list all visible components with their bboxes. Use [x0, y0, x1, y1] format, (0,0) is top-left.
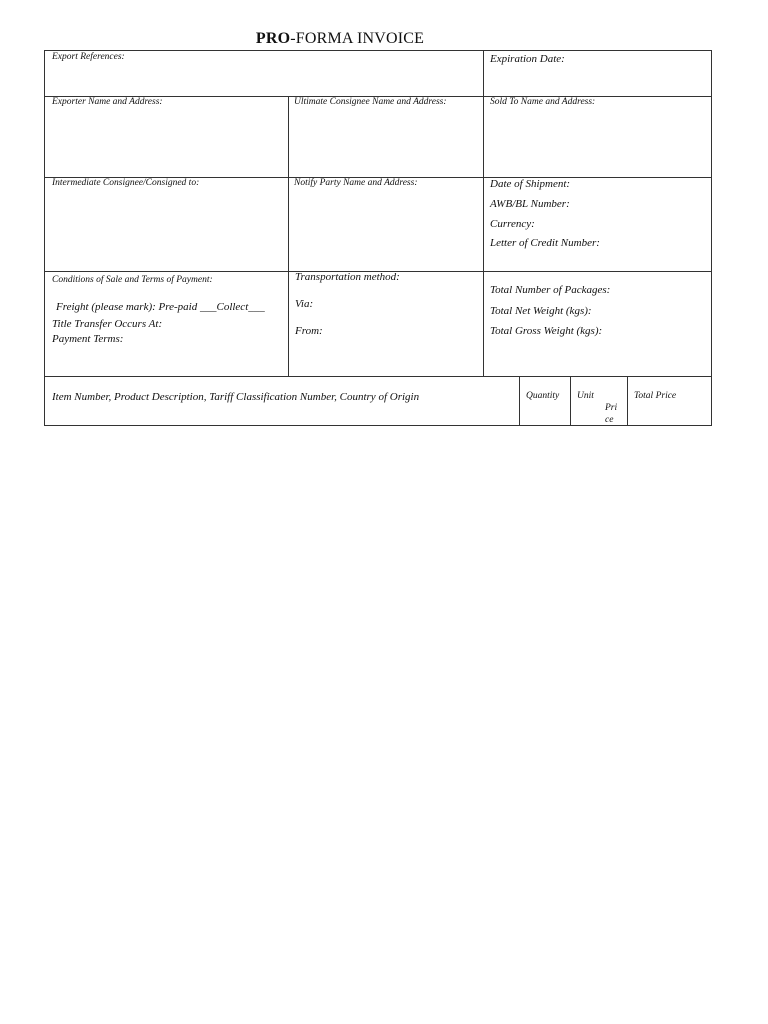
- notify-party-label: Notify Party Name and Address:: [294, 178, 418, 188]
- col-divider-quantity: [519, 376, 520, 426]
- freight-label: Freight (please mark): Pre-paid ___Collect___: [56, 301, 265, 313]
- unit-price-header-line1: Unit: [577, 391, 594, 401]
- currency-label: Currency:: [490, 218, 535, 230]
- unit-price-header-line2: Pri: [605, 403, 618, 413]
- unit-price-header-line3: ce: [605, 415, 614, 425]
- quantity-header: Quantity: [526, 391, 560, 401]
- col-divider-unit: [570, 376, 571, 426]
- date-of-shipment-label: Date of Shipment:: [490, 178, 571, 190]
- title-rest: -FORMA INVOICE: [290, 30, 425, 47]
- sold-to-label: Sold To Name and Address:: [490, 97, 596, 107]
- item-description-header: Item Number, Product Description, Tariff Classification Number, Country of Origin: [52, 391, 420, 403]
- row-divider-4: [45, 376, 711, 377]
- via-label: Via:: [295, 298, 314, 310]
- col-divider-total: [627, 376, 628, 426]
- from-label: From:: [295, 325, 323, 337]
- awb-bl-number-label: AWB/BL Number:: [490, 198, 570, 210]
- total-packages-label: Total Number of Packages:: [490, 284, 611, 296]
- title-transfer-label: Title Transfer Occurs At:: [52, 318, 163, 330]
- invoice-form: [44, 50, 712, 426]
- title-bold: PRO: [255, 30, 291, 47]
- export-references-label: Export References:: [52, 52, 125, 62]
- col-divider-main: [483, 51, 484, 376]
- transportation-method-label: Transportation method:: [295, 271, 400, 283]
- col-divider-middle: [288, 96, 289, 376]
- expiration-date-label: Expiration Date:: [490, 53, 565, 65]
- ultimate-consignee-label: Ultimate Consignee Name and Address:: [294, 97, 447, 107]
- payment-terms-label: Payment Terms:: [52, 333, 124, 345]
- exporter-label: Exporter Name and Address:: [52, 97, 163, 107]
- intermediate-consignee-label: Intermediate Consignee/Consigned to:: [52, 178, 200, 188]
- total-gross-weight-label: Total Gross Weight (kgs):: [490, 325, 603, 337]
- total-price-header: Total Price: [634, 391, 677, 401]
- conditions-label: Conditions of Sale and Terms of Payment:: [52, 275, 213, 285]
- letter-of-credit-label: Letter of Credit Number:: [490, 237, 600, 249]
- page-title: [0, 30, 680, 48]
- total-net-weight-label: Total Net Weight (kgs):: [490, 305, 592, 317]
